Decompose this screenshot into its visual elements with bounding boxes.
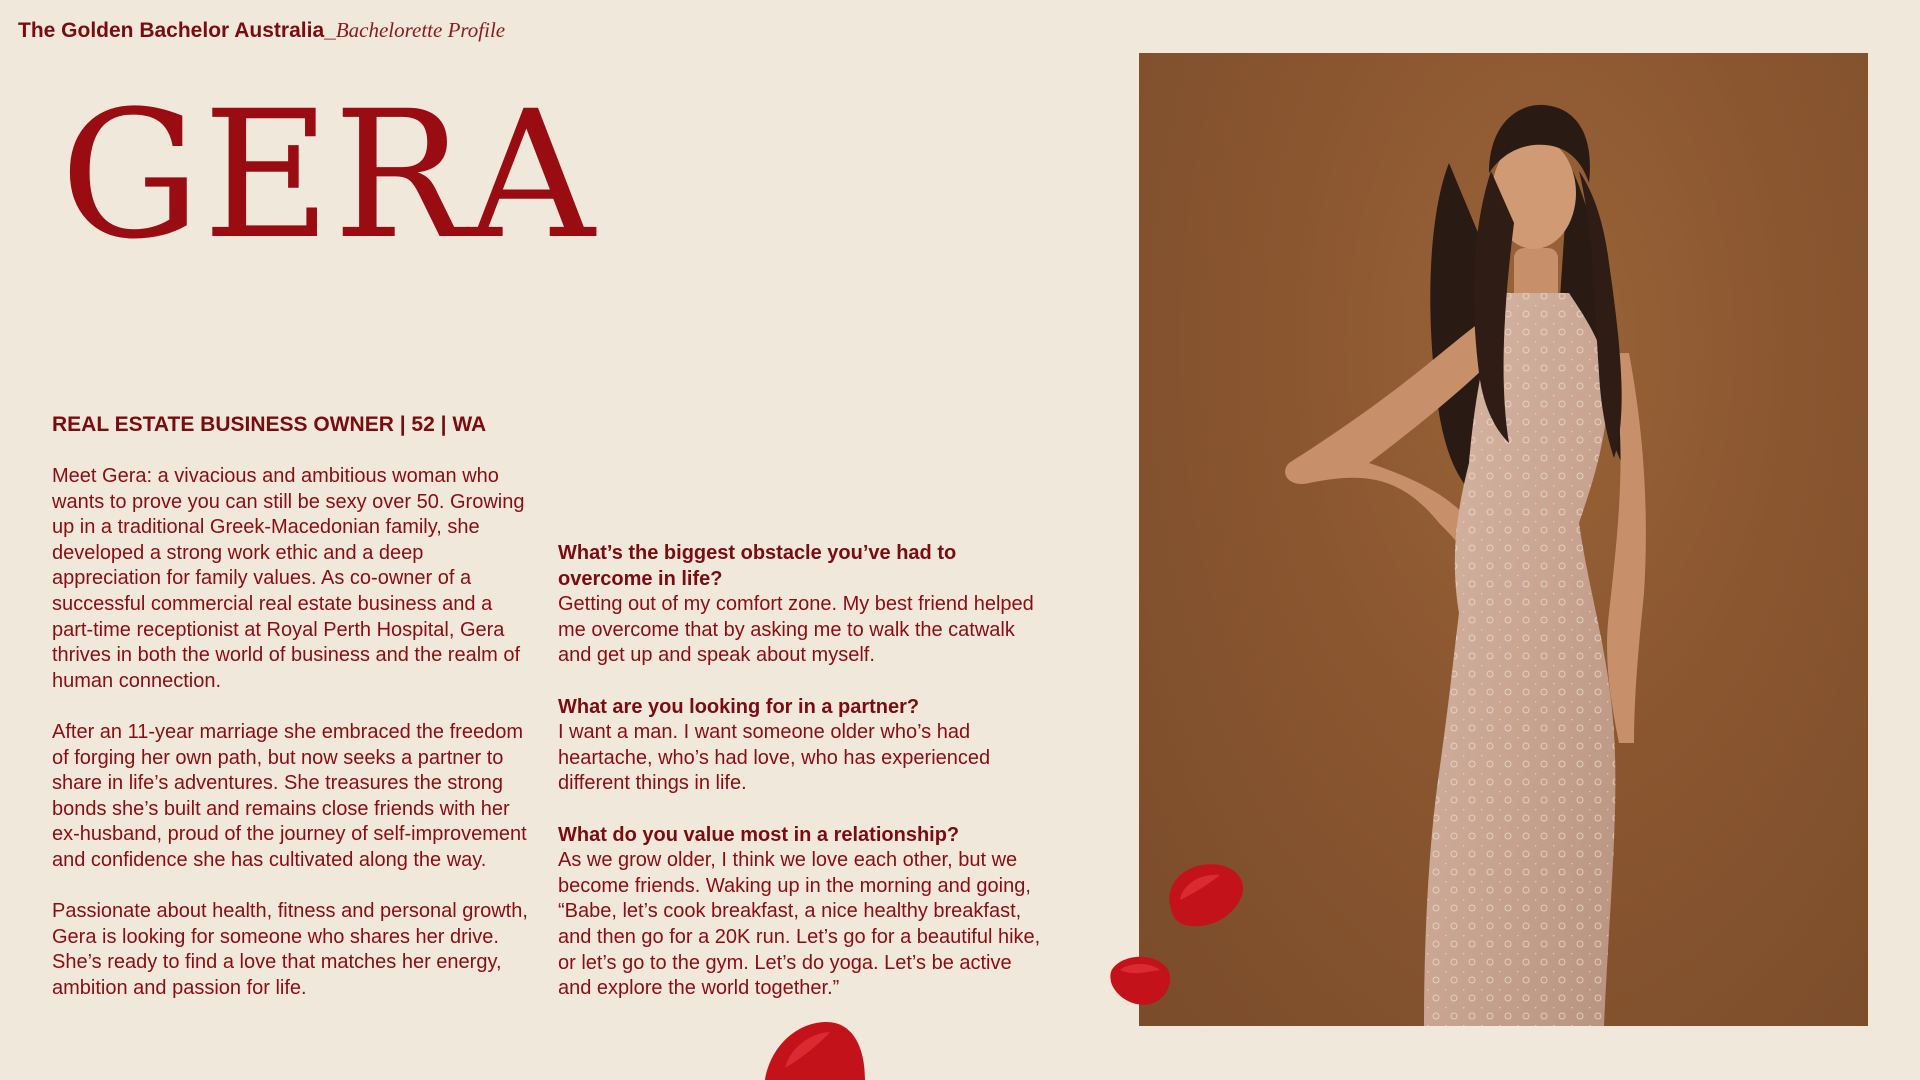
qa-answer: I want a man. I want someone older who’s had heartache, who’s had love, who has experienced different things in life.: [558, 721, 991, 795]
qa-question: What are you looking for in a partner?: [558, 695, 920, 718]
qa-answer: Getting out of my comfort zone. My best friend helped me overcome that by asking me to walk the catwalk and get up and speak about myself.: [558, 593, 1034, 667]
qa-answer: As we grow older, I think we love each other, but we become friends. Waking up in the morning and going, “Babe, let’s cook breakfast, a nice healthy breakfast, and then go for a 20K run. Let’s go for a beautiful hike, or let’s go to the gym. Let’s do yoga. Let’s be active and explore the world together.”: [558, 849, 1041, 1000]
qa-section: [558, 541, 1048, 1027]
rose-petal-icon: [1105, 948, 1177, 1010]
rose-petal-icon: [760, 1018, 870, 1080]
page-header: [18, 18, 505, 43]
contestant-tagline: REAL ESTATE BUSINESS OWNER | 52 | WA: [52, 413, 487, 436]
bio-paragraph: After an 11-year marriage she embraced the freedom of forging her own path, but now seeks a partner to share in life’s adventures. She treasures the strong bonds she’s built and remains close friends with her ex-husband, proud of the journey of self-improvement and confidence she has cultivated along the way.: [52, 720, 527, 871]
qa-item: [558, 695, 1048, 797]
qa-item: [558, 541, 1048, 669]
contestant-name: GERA: [60, 73, 597, 278]
rose-petal-icon: [1160, 855, 1250, 935]
bio-paragraph: Passionate about health, fitness and personal growth, Gera is looking for someone who shares her drive. She’s ready to find a love that matches her energy, ambition and passion for life.: [52, 900, 528, 999]
profile-subtitle: Bachelorette Profile: [335, 18, 506, 42]
qa-question: What’s the biggest obstacle you’ve had to overcome in life?: [558, 542, 957, 590]
qa-question: What do you value most in a relationship?: [558, 823, 960, 846]
bio-paragraph: Meet Gera: a vivacious and ambitious woman who wants to prove you can still be sexy over 50. Growing up in a traditional Greek-Macedonian family, she developed a strong work ethic and a deep appreciation for family values. As co-owner of a successful commercial real estate business and a part-time receptionist at Royal Perth Hospital, Gera thrives in both the world of business and the realm of human connection.: [52, 465, 525, 692]
bio-section: [52, 464, 532, 1027]
qa-item: [558, 823, 1048, 1002]
show-title: The Golden Bachelor Australia_: [18, 19, 336, 42]
